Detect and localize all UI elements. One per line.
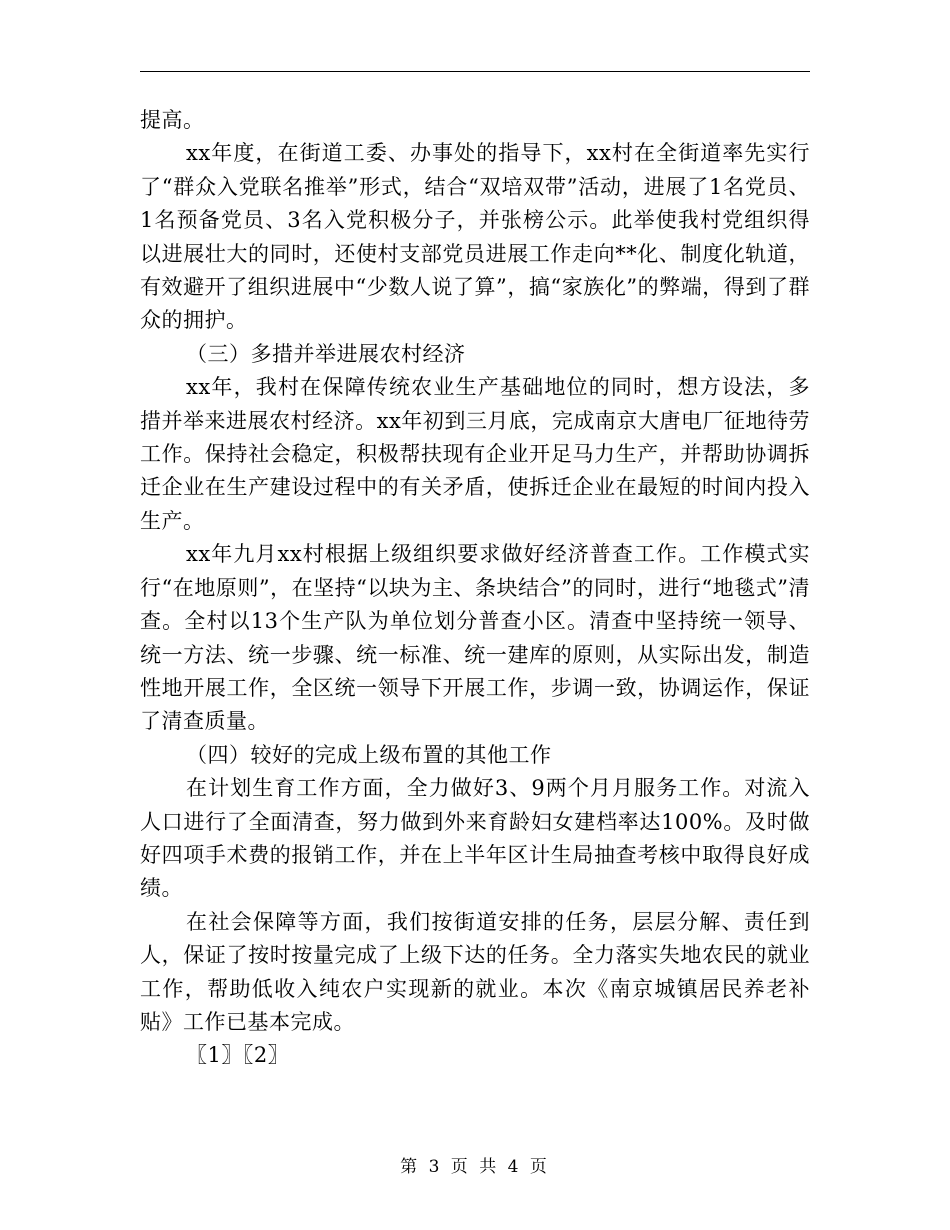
section-heading-3: （三）多措并举进展农村经济 xyxy=(186,341,466,366)
paragraph-continuation: 提高。 xyxy=(140,108,205,132)
document-body xyxy=(140,104,810,1073)
header-rule xyxy=(140,71,810,72)
section-heading-4: （四）较好的完成上级布置的其他工作 xyxy=(186,742,552,767)
paragraph-social-security: 在社会保障等方面，我们按街道安排的任务，层层分解、责任到人，保证了按时按量完成了上级下达的任务。全力落实失地农民的就业工作，帮助低收入纯农户实现新的就业。本次《南京城镇居民养老补贴》工作已基本完成。 xyxy=(140,909,810,1034)
paragraph-economic-census: xx年九月xx村根据上级组织要求做好经济普查工作。工作模式实行“在地原则”，在坚持“以块为主、条块结合”的同时，进行“地毯式”清查。全村以13个生产队为单位划分普查小区。清查中坚持统一领导、统一方法、统一步骤、统一标准、统一建库的原则，从实际出发，制造性地开展工作，全区统一领导下开展工作，步调一致，协调运作，保证了清查质量。 xyxy=(140,542,810,734)
paragraph-party-recruitment: xx年度，在街道工委、办事处的指导下，xx村在全街道率先实行了“群众入党联名推举”形式，结合“双培双带”活动，进展了1名党员、1名预备党员、3名入党积极分子，并张榜公示。此举使我村党组织得以进展壮大的同时，还使村支部党员进展工作走向**化、制度化轨道，有效避开了组织进展中“少数人说了算”，搞“家族化”的弊端，得到了群众的拥护。 xyxy=(140,141,810,333)
paragraph-family-planning: 在计划生育工作方面，全力做好3、9两个月月服务工作。对流入人口进行了全面清查，努力做到外来育龄妇女建档率达100%。及时做好四项手术费的报销工作，并在上半年区计生局抽查考核中取得良好成绩。 xyxy=(140,776,810,901)
page-links[interactable]: 〖1〗〖2〗 xyxy=(186,1043,290,1068)
page-number-footer: 第 3 页 共 4 页 xyxy=(400,1157,550,1177)
paragraph-rural-economy: xx年，我村在保障传统农业生产基础地位的同时，想方设法，多措并举来进展农村经济。xx年初到三月底，完成南京大唐电厂征地待劳工作。保持社会稳定，积极帮扶现有企业开足马力生产，并帮助协调拆迁企业在生产建设过程中的有关矛盾，使拆迁企业在最短的时间内投入生产。 xyxy=(140,375,810,533)
